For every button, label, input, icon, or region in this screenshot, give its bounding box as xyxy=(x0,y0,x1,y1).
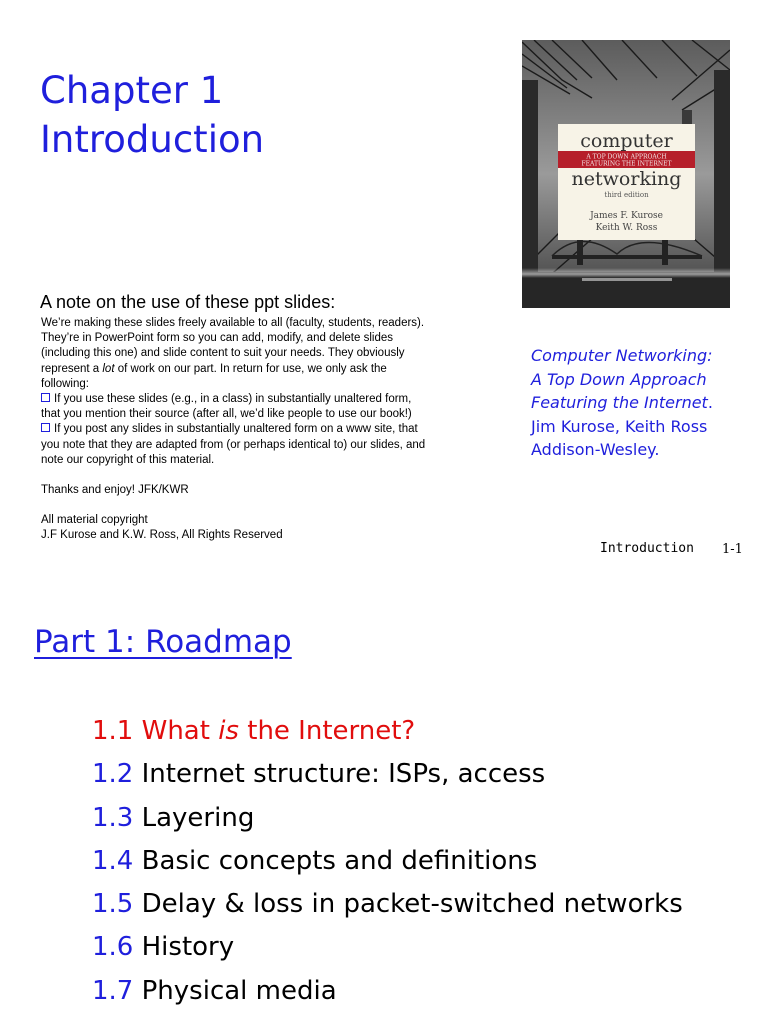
roadmap-item: 1.2 Internet structure: ISPs, access xyxy=(92,759,546,790)
book-cover-edition: third edition xyxy=(604,191,649,199)
note-thanks: Thanks and enjoy! JFK/KWR xyxy=(41,484,189,497)
book-cover-subtitle-line1: A TOP DOWN APPROACH xyxy=(586,153,667,161)
book-caption-line: Featuring the Internet. xyxy=(531,393,713,412)
book-caption xyxy=(531,344,713,462)
book-cover-subtitle-line2: FEATURING THE INTERNET xyxy=(581,160,672,168)
roadmap-item: 1.3 Layering xyxy=(92,802,255,833)
book-cover-image xyxy=(522,40,730,308)
note-line: They’re in PowerPoint form so you can add, modify, and delete slides xyxy=(41,332,393,345)
note-line: that you mention their source (after all, we’d like people to use our book!) xyxy=(41,408,412,421)
roadmap-item: 1.6 History xyxy=(92,932,235,963)
note-line: We’re making these slides freely available to all (faculty, students, readers). xyxy=(41,317,425,329)
note-bullet: If you use these slides (e.g., in a class) in substantially unaltered form, xyxy=(41,392,481,407)
note-copyright: J.F Kurose and K.W. Ross, All Rights Reserved xyxy=(41,529,283,542)
book-cover-title-top: computer xyxy=(580,130,673,152)
book-caption-line: A Top Down Approach xyxy=(531,369,707,389)
book-caption-line: Addison-Wesley. xyxy=(531,440,660,459)
roadmap-list xyxy=(92,710,683,1013)
book-cover-title-bottom: networking xyxy=(571,168,682,190)
book-caption-line: Computer Networking: xyxy=(531,346,713,365)
note-line: you note that they are adapted from (or perhaps identical to) our slides, and xyxy=(41,438,426,451)
note-body xyxy=(41,316,481,544)
note-emphasis: lot xyxy=(102,362,115,375)
chapter-title xyxy=(40,66,264,164)
roadmap-item-current: 1.1 What is the Internet? xyxy=(92,716,416,746)
note-line: represent a lot of work on our part. In return for use, we only ask the xyxy=(41,362,387,375)
note-line: (including this one) and slide content to suit your needs. They obviously xyxy=(41,347,405,360)
roadmap-item: 1.5 Delay & loss in packet-switched networks xyxy=(92,889,683,920)
note-line: following: xyxy=(41,377,89,390)
chapter-title-line2: Introduction xyxy=(40,118,265,161)
book-cover-author1: James F. Kurose xyxy=(590,211,663,221)
note-copyright: All material copyright xyxy=(41,514,148,527)
note-line: note our copyright of this material. xyxy=(41,453,215,466)
roadmap-item: 1.4 Basic concepts and definitions xyxy=(92,845,538,876)
note-heading: A note on the use of these ppt slides: xyxy=(40,292,336,312)
checkbox-bullet-icon xyxy=(41,423,50,432)
slide-page-number: 1-1 xyxy=(722,542,743,557)
roadmap-title: Part 1: Roadmap xyxy=(34,624,292,660)
book-cover-author2: Keith W. Ross xyxy=(595,223,658,233)
note-bullet: If you post any slides in substantially unaltered form on a www site, that xyxy=(41,422,481,437)
roadmap-item: 1.7 Physical media xyxy=(92,975,337,1006)
slide-footer-label: Introduction xyxy=(600,541,694,556)
checkbox-bullet-icon xyxy=(41,393,50,402)
chapter-title-line1: Chapter 1 xyxy=(40,69,224,112)
book-caption-line: Jim Kurose, Keith Ross xyxy=(531,416,708,436)
